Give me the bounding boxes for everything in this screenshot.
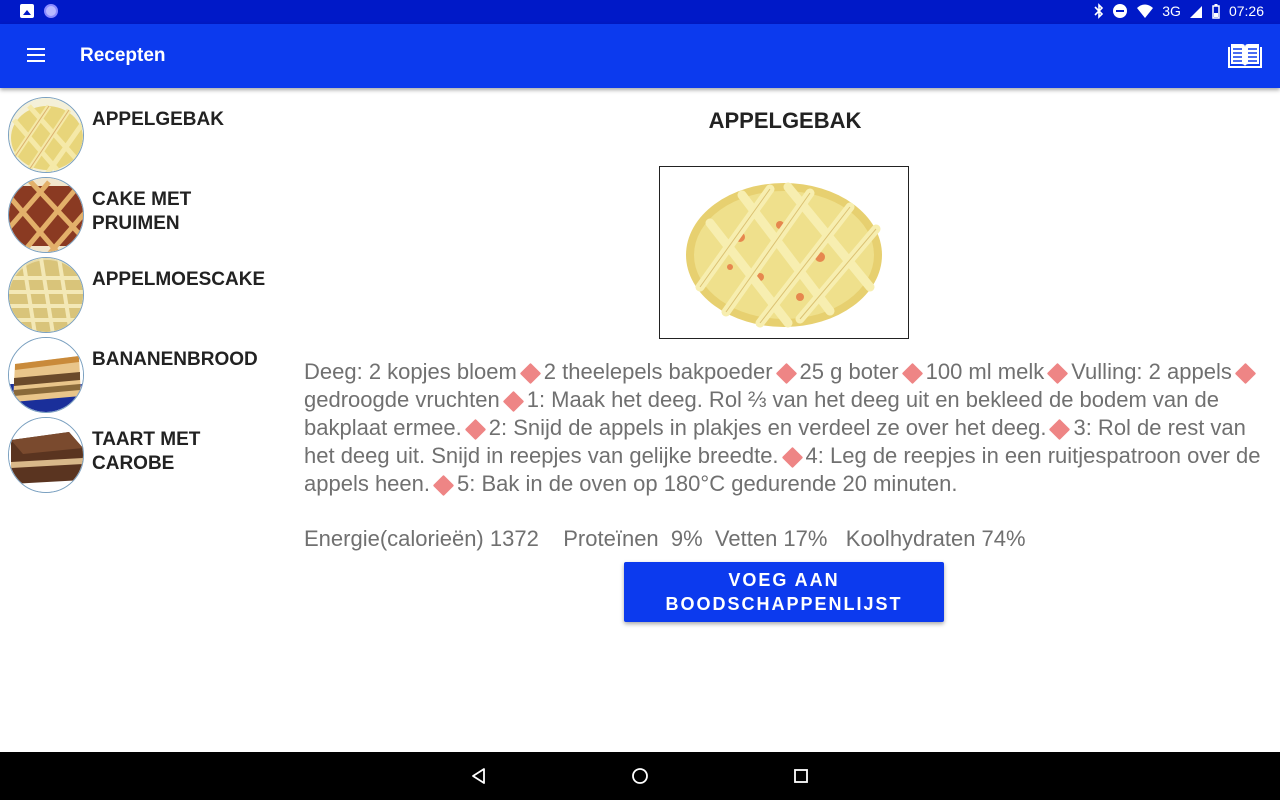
recipe-label: APPELGEBAK [92, 109, 224, 130]
nutrition-info: Energie(calorieën) 1372 Proteïnen 9% Vetten 17% Koolhydraten 74% [304, 526, 1026, 551]
button-label-line2: BOODSCHAPPENLIJST [665, 594, 903, 614]
ingredient-line: 25 g boter [799, 359, 899, 384]
applesauce-cake-thumbnail [8, 257, 84, 333]
recipe-label: APPELMOESCAKE [92, 269, 266, 290]
instruction-step: 3: Rol de rest van het deeg uit. Snijd in reepjes van gelijke breedte. [304, 415, 1246, 468]
recipe-instructions [304, 358, 1264, 498]
signal-icon [1189, 3, 1203, 19]
recipe-item-appelmoescake[interactable] [0, 248, 290, 328]
diamond-separator-icon [1047, 363, 1068, 384]
wifi-icon [1136, 3, 1154, 19]
back-triangle-icon[interactable] [469, 766, 489, 786]
instruction-step: 4: Leg de reepjes in een ruitjespatroon over de appels heen. [304, 443, 1261, 496]
recents-square-icon[interactable] [791, 766, 811, 786]
diamond-separator-icon [1235, 363, 1256, 384]
battery-icon [1211, 3, 1221, 19]
diamond-separator-icon [503, 391, 524, 412]
navigation-bar [0, 752, 1280, 800]
ingredient-line: 100 ml melk [925, 359, 1045, 384]
recipe-label: TAART MET CAROBE [92, 429, 201, 474]
circle-icon [44, 4, 58, 18]
do-not-disturb-icon [1112, 3, 1128, 19]
recipe-label: CAKE MET PRUIMEN [92, 189, 192, 234]
ingredient-line: 2 theelepels bakpoeder [543, 359, 773, 384]
diamond-separator-icon [1049, 419, 1070, 440]
diamond-separator-icon [433, 475, 454, 496]
recipe-photo [659, 166, 909, 339]
apple-pie-thumbnail [8, 97, 84, 173]
status-bar [0, 0, 1280, 24]
diamond-separator-icon [902, 363, 923, 384]
recipe-title: APPELGEBAK [708, 108, 862, 133]
recipe-item-cake-met-pruimen[interactable] [0, 168, 290, 248]
recipe-list [0, 88, 290, 488]
recipe-label: BANANENBROOD [92, 349, 258, 370]
carob-cake-thumbnail [8, 417, 84, 493]
instruction-step: 2: Snijd de appels in plakjes en verdeel ze over het deeg. [488, 415, 1047, 440]
app-bar [0, 24, 1280, 88]
network-label: 3G [1162, 3, 1181, 19]
home-circle-icon[interactable] [630, 766, 650, 786]
instruction-step: 5: Bak in de oven op 180°C gedurende 20 minuten. [457, 471, 958, 496]
app-title: Recepten [80, 45, 166, 66]
recipe-item-appelgebak[interactable] [0, 88, 290, 168]
ingredient-line: Vulling: 2 appels [1071, 359, 1232, 384]
diamond-separator-icon [781, 447, 802, 468]
diamond-separator-icon [775, 363, 796, 384]
diamond-separator-icon [520, 363, 541, 384]
button-label-line1: VOEG AAN [728, 570, 840, 590]
plum-cake-thumbnail [8, 177, 84, 253]
image-icon [20, 4, 34, 18]
instruction-step: 1: Maak het deeg. Rol ⅔ van het deeg uit en bekleed de bodem van de bakplaat ermee. [304, 387, 1219, 440]
banana-bread-thumbnail [8, 337, 84, 413]
recipe-item-taart-met-carobe[interactable] [0, 408, 290, 488]
diamond-separator-icon [465, 419, 486, 440]
book-icon[interactable] [1228, 40, 1262, 70]
clock: 07:26 [1228, 3, 1264, 19]
ingredient-line: gedroogde vruchten [304, 387, 500, 412]
hamburger-menu-icon[interactable] [22, 44, 50, 68]
add-to-shopping-list-button[interactable] [624, 562, 944, 622]
recipe-item-bananenbrood[interactable] [0, 328, 290, 408]
ingredient-line: Deeg: 2 kopjes bloem [304, 359, 517, 384]
bluetooth-icon [1094, 3, 1104, 19]
